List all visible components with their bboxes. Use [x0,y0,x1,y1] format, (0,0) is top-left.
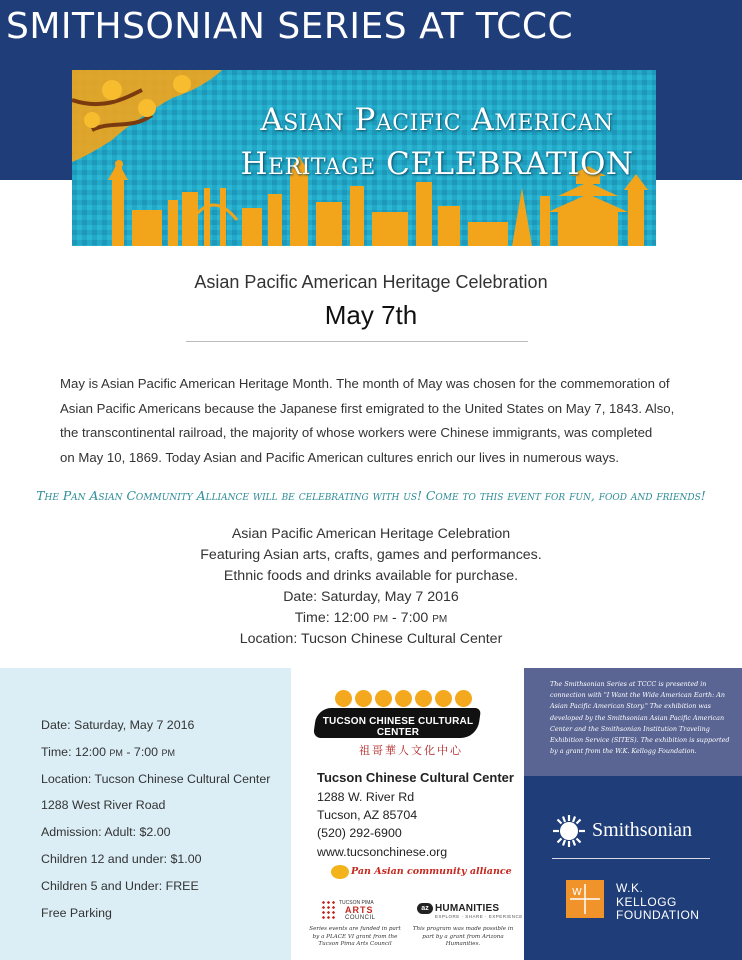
info-list [41,718,270,932]
info-location: Location: Tucson Chinese Cultural Center [41,771,271,786]
info-address: 1288 West River Road [41,798,166,813]
intro-line: on May 10, 1869. Today Asian and Pacific American cultures enrich our lives in numerous ways. [60,449,620,465]
info-children-5: Children 5 and Under: FREE [41,878,199,893]
banner-title-line1: Asian Pacific American [260,102,614,138]
pan-asian-callout: The Pan Asian Community Alliance will be celebrating with us! Come to this event for fun, food and friends! [36,488,706,503]
center-logo-text: TUCSON CHINESE CULTURAL CENTER [322,716,474,738]
smithsonian-logo [552,814,742,846]
smithsonian-sun-icon [552,814,586,848]
arts-dots-icon [321,900,335,920]
center-phone: (520) 292-6900 [317,826,402,841]
arts-funding-note: Series events are funded in part by a PLACE VI grant from the Tucson Pima Arts Council [309,926,401,947]
banner-title-line2: Heritage CELEBRATION [240,146,634,182]
center-panel [291,668,524,960]
center-contact [317,788,447,861]
event-details [0,524,742,650]
wkkf-wordmark: W.K. KELLOGG FOUNDATION [616,881,700,922]
smithsonian-note-panel [524,668,742,776]
info-parking: Free Parking [41,905,112,920]
center-name: Tucson Chinese Cultural Center [317,770,514,785]
paca-logo-text: Pan Asian community alliance [351,866,512,877]
details-food: Ethnic foods and drinks available for purchase. [223,568,519,584]
celebration-banner [72,70,656,246]
paca-emblem-icon [331,865,349,879]
details-time: Time: 12:00 pm - 7:00 pm [294,610,448,626]
az-funding-note: This program was made possible in part by a grant from Arizona Humanities. [412,926,514,947]
event-date: May 7th [324,300,418,330]
paca-logo [331,864,512,882]
wkkf-monogram-icon [566,880,604,918]
page-title: SMITHSONIAN SERIES AT TCCC [6,6,574,47]
center-city: Tucson, AZ 85704 [317,808,418,823]
details-location: Location: Tucson Chinese Cultural Center [239,631,503,647]
lantern-dots-icon [335,690,475,708]
event-heading: Asian Pacific American Heritage Celebration [194,272,548,292]
center-street: 1288 W. River Rd [317,790,415,804]
wkkf-logo-icon [566,880,604,918]
section-divider [186,341,528,342]
svg-text:W: W [572,887,582,898]
info-children-12: Children 12 and under: $1.00 [41,851,202,866]
center-website[interactable]: www.tucsonchinese.org [317,844,448,859]
details-title: Asian Pacific American Heritage Celebration [231,526,511,542]
banner-title [222,98,652,186]
az-humanities-logo: az HUMANITIES EXPLORE · SHARE · EXPERIENCE [417,903,509,923]
info-date: Date: Saturday, May 7 2016 [41,718,195,732]
intro-line: the transcontinental railroad, the majority of whose workers were Chinese immigrants, was completed [60,425,653,440]
az-badge-icon: az [417,903,433,914]
intro-paragraph [60,372,686,470]
details-featuring: Featuring Asian arts, crafts, games and performances. [200,547,542,563]
arts-council-logo: TUCSON PIMA ARTS COUNCIL [321,900,391,922]
info-admission: Admission: Adult: $2.00 [41,825,171,840]
details-date: Date: Saturday, May 7 2016 [283,589,459,605]
info-panel [0,668,291,960]
intro-line: Asian Pacific Americans because the Japanese first emigrated to the United States on May 7, 1843. Also, [60,400,675,416]
logo-divider [552,858,710,859]
info-time: Time: 12:00 pm - 7:00 pm [41,744,175,759]
smithsonian-wordmark: Smithsonian [592,819,693,841]
smithsonian-note: The Smithsonian Series at TCCC is presented in connection with "I Want the Wide American Earth: An Asian Pacific American Story." The exhibition was developed by the Smithsonian Asian Pacific American Center and the Smithsonian Institution Traveling Exhibition Service (SITES). The exhibition is supported by a grant from the W.K. Kellogg Foundation. [550,680,730,756]
center-logo-chinese: 祖哥華人文化中心 [359,745,463,757]
statue-of-liberty-icon [115,160,123,182]
intro-line: May is Asian Pacific American Heritage Month. The month of May was chosen for the commemoration of [60,376,670,391]
sponsor-logo-panel [524,776,742,960]
